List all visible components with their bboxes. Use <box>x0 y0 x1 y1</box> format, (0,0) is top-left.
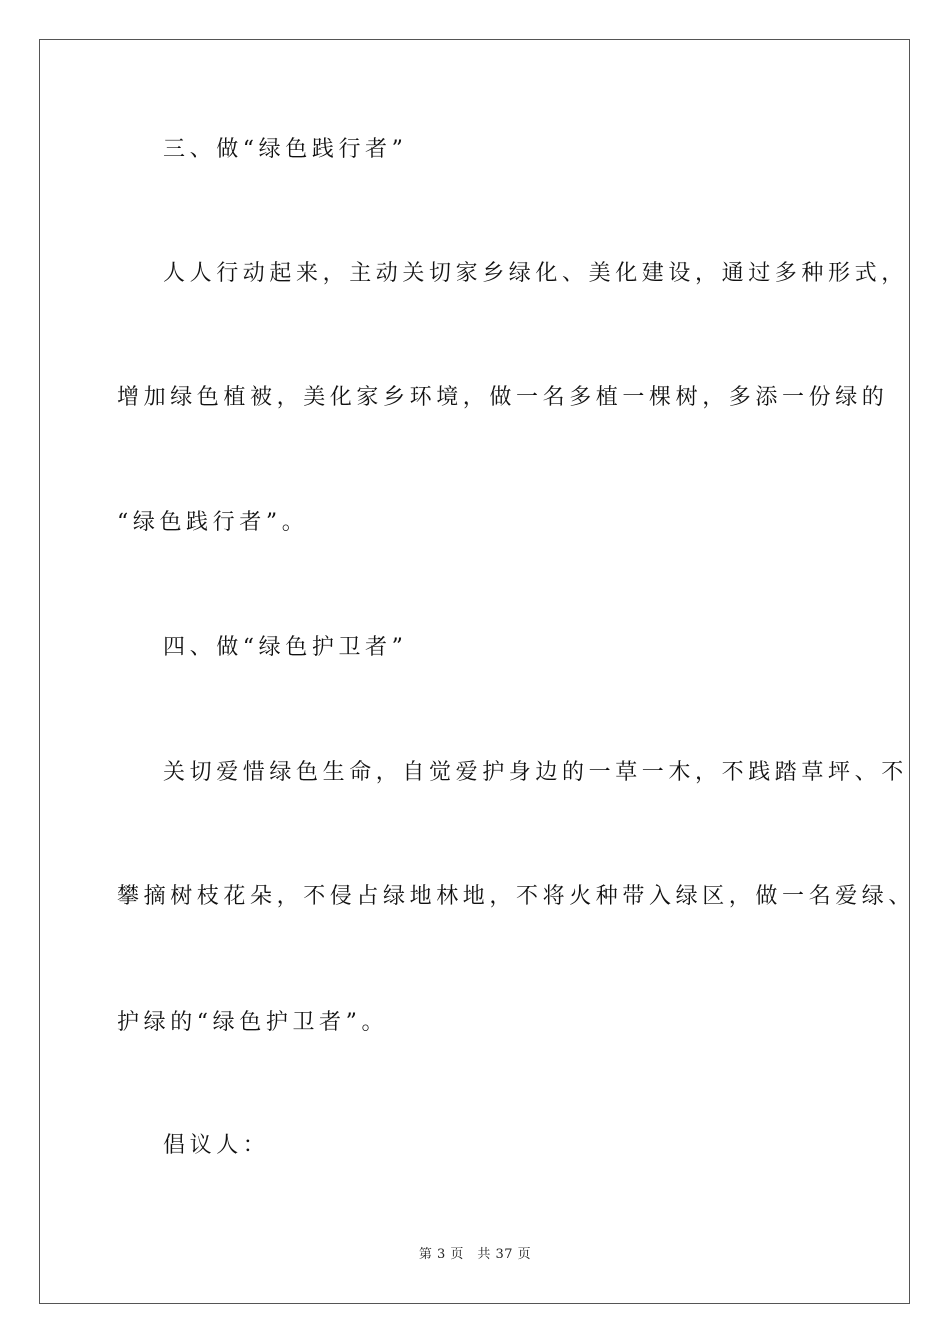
section-heading-4: 四、做“绿色护卫者” <box>163 635 408 660</box>
paragraph-line: 人人行动起来，主动关切家乡绿化、美化建设，通过多种形式， <box>163 261 908 286</box>
page-number-footer: 第 3 页 共 37 页 <box>418 1247 532 1262</box>
page-frame <box>39 39 916 1304</box>
paragraph-line: 护绿的“绿色护卫者”。 <box>117 1010 389 1035</box>
section-heading-3: 三、做“绿色践行者” <box>163 137 408 162</box>
signature-label: 倡议人： <box>163 1133 270 1158</box>
paragraph-line: “绿色践行者”。 <box>117 510 309 535</box>
paragraph-line: 增加绿色植被，美化家乡环境，做一名多植一棵树，多添一份绿的 <box>117 385 889 410</box>
paragraph-line: 攀摘树枝花朵，不侵占绿地林地，不将火种带入绿区，做一名爱绿、 <box>117 884 916 909</box>
paragraph-line: 关切爱惜绿色生命，自觉爱护身边的一草一木，不践踏草坪、不 <box>163 760 908 785</box>
